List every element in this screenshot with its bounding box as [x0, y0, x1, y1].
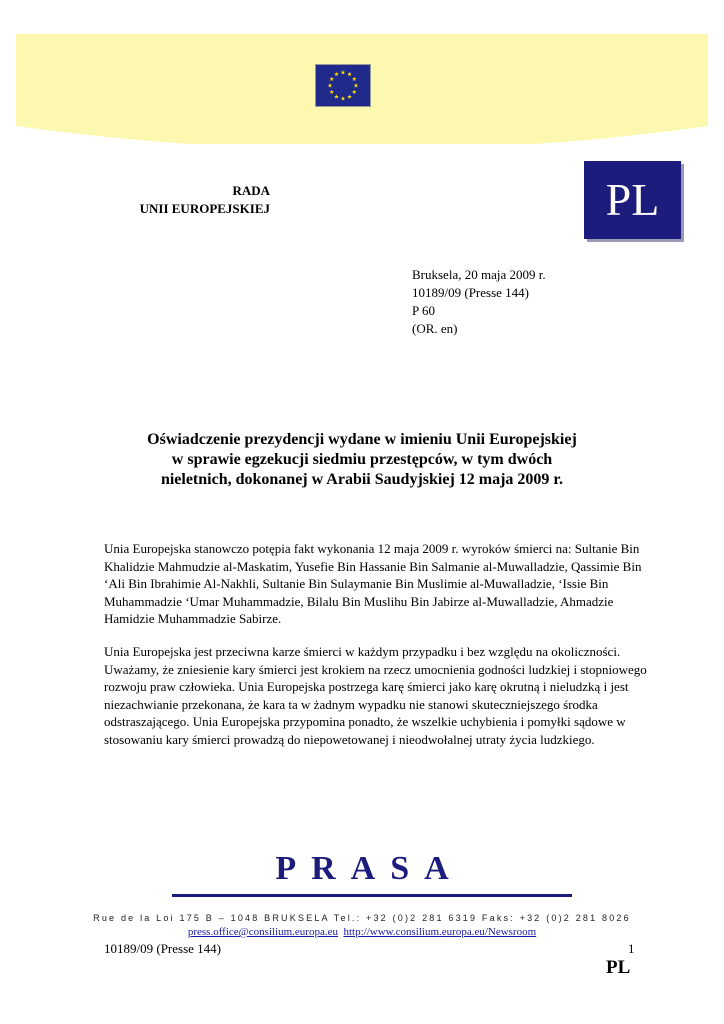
eu-star-icon [347, 94, 352, 98]
place-date: Bruksela, 20 maja 2009 r. [412, 267, 546, 282]
eu-star-icon [341, 70, 346, 74]
eu-flag-icon [315, 64, 371, 107]
footer-address: Rue de la Loi 175 B – 1048 BRUKSELA Tel.: +32 (0)2 281 6319 Faks: +32 (0)2 281 8026 [93, 913, 631, 923]
page-number: 1 [628, 941, 635, 956]
body-paragraph-2: Unia Europejska jest przeciwna karze śmierci w każdym przypadku i bez względu na okoliczności. Uważamy, że zniesienie kary śmierci jest krokiem na rzecz umocnienia godności ludzkiej i stopniowego rozwoju praw człowieka. Unia Europejska postrzega karę śmierci jako karę okrutną i nieludzką i jest niezachwianie przekonana, że kara ta w żadnym wypadku nie stanowi skuteczniejszego środka odstraszającego. Unia Europejska przypomina ponadto, że wszelkie uchybienia i pomyłki sądowe w stosowaniu kary śmierci prowadzą do niepowetowanej i nieodwołalnej utraty życia ludzkiego. [104, 644, 647, 747]
press-label: PRASA [275, 850, 464, 887]
original-language: (OR. en) [412, 321, 458, 336]
eu-star-icon [354, 83, 359, 87]
eu-star-icon [329, 90, 334, 94]
eu-star-icon [341, 96, 346, 100]
footer-reference: 10189/09 (Presse 144) [104, 941, 221, 956]
eu-stars-icon [316, 65, 370, 106]
website-link[interactable]: http://www.consilium.europa.eu/Newsroom [343, 926, 537, 938]
email-link[interactable]: press.office@consilium.europa.eu [187, 926, 338, 938]
council-name [100, 182, 270, 218]
body-paragraph-1: Unia Europejska stanowczo potępia fakt wykonania 12 maja 2009 r. wyroków śmierci na: Sultanie Bin Khalidzie Mahmudzie al-Maskatim, Yusefie Bin Hassanie Bin Salmanie al-Muwalladzie, Qassimie Bin ‘Ali Bin Ibrahimie Al-Nakhli, Sultanie Bin Sulaymanie Bin Muslimie al-Muwalladzie, ‘Issie Bin Muhammadzie ‘Umar Muhammadzie, Bilalu Bin Muslihu Bin Jabirze al-Muwalladzie, Ahmadzie Hamidzie Muhammadzie Sabirze. [104, 541, 642, 626]
eu-star-icon [329, 77, 334, 81]
council-line-1: RADA [232, 183, 270, 198]
language-badge: PL [584, 161, 681, 239]
eu-star-icon [352, 90, 357, 94]
eu-star-icon [352, 77, 357, 81]
footer-divider [172, 894, 572, 897]
eu-star-icon [334, 94, 339, 98]
document-number: P 60 [412, 303, 435, 318]
council-line-2: UNII EUROPEJSKIEJ [139, 201, 270, 216]
title-line-2: w sprawie egzekucji siedmiu przestępców, w tym dwóch [171, 451, 553, 468]
title-line-1: Oświadczenie prezydencji wydane w imieniu Unii Europejskiej [147, 431, 577, 448]
eu-star-icon [347, 72, 352, 76]
document-reference: 10189/09 (Presse 144) [412, 285, 529, 300]
title-line-3: nieletnich, dokonanej w Arabii Saudyjskiej 12 maja 2009 r. [160, 471, 564, 488]
eu-star-icon [334, 72, 339, 76]
document-meta [412, 266, 546, 338]
eu-star-icon [328, 83, 333, 87]
footer-language-code: PL [606, 957, 631, 978]
footer-links [0, 926, 724, 938]
statement-title [100, 430, 624, 490]
